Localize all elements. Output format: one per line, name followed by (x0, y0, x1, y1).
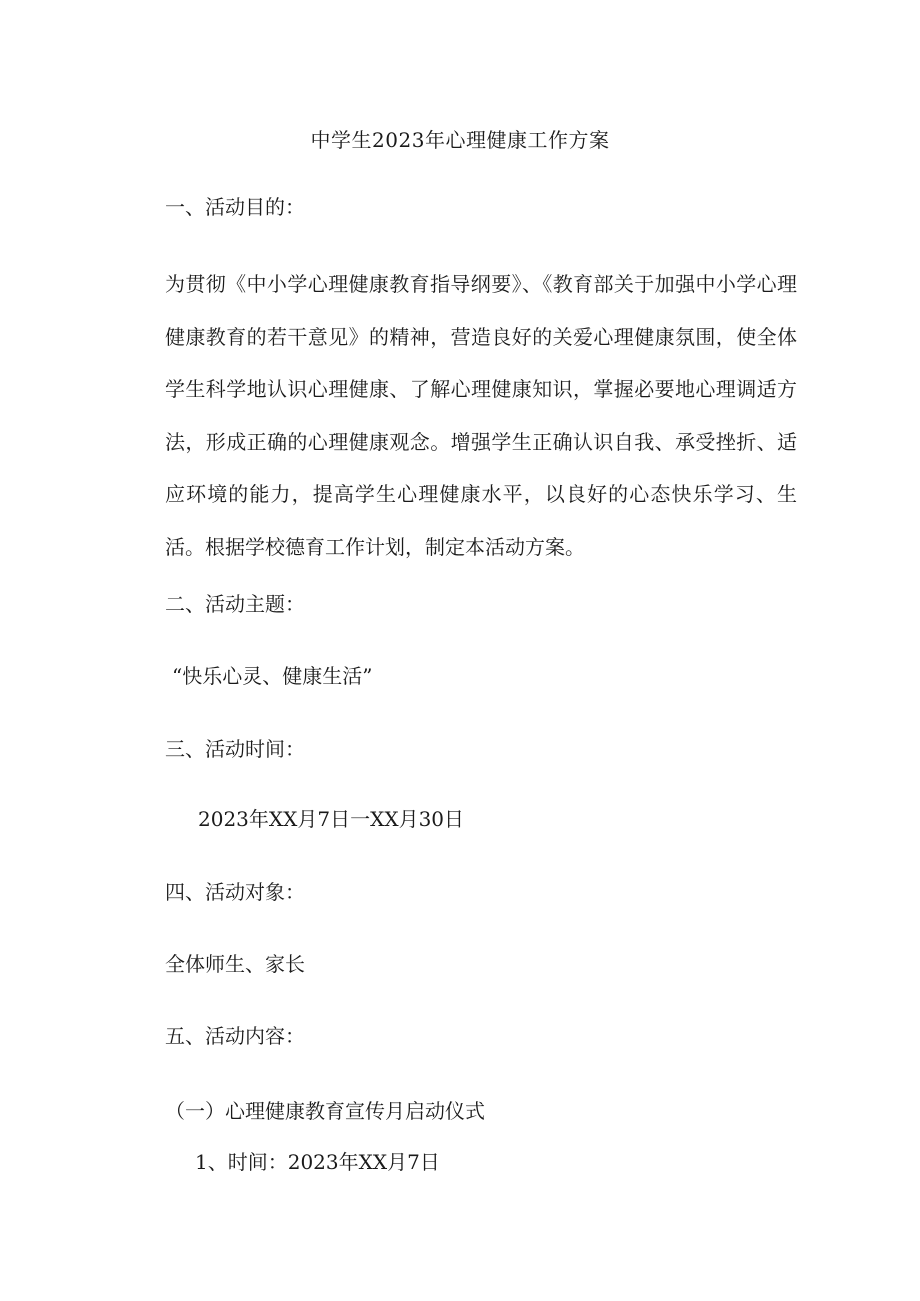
section-1-paragraph: 为贯彻《中小学心理健康教育指导纲要》、《教育部关于加强中小学心理健康教育的若干意见》的精神，营造良好的关爱心理健康氛围，使全体学生科学地认识心理健康、了解心理健康知识，掌握必要地心理调适方法，形成正确的心理健康观念。增强学生正确认识自我、承受挫折、适应环境的能力，提高学生心理健康水平，以良好的心态快乐学习、生活。根据学校德育工作计划，制定本活动方案。 (165, 272, 797, 559)
section-3-dates: 2023年XX月7日一XX月30日 (198, 807, 465, 831)
section-3-heading: 三、活动时间： (165, 737, 305, 761)
document-title: 中学生2023年心理健康工作方案 (310, 128, 610, 152)
section-1-heading: 一、活动目的： (165, 195, 305, 219)
section-4-audience: 全体师生、家长 (165, 952, 305, 976)
section-5-item-1: 1、时间：2023年XX月7日 (195, 1150, 440, 1174)
section-2-heading: 二、活动主题： (165, 592, 305, 616)
section-1-body (165, 258, 797, 573)
section-4-heading: 四、活动对象： (165, 880, 305, 904)
section-2-theme: “快乐心灵、健康生活” (172, 664, 373, 688)
section-5-subheading-1: （一）心理健康教育宣传月启动仪式 (165, 1099, 485, 1123)
section-5-heading: 五、活动内容： (165, 1024, 305, 1048)
